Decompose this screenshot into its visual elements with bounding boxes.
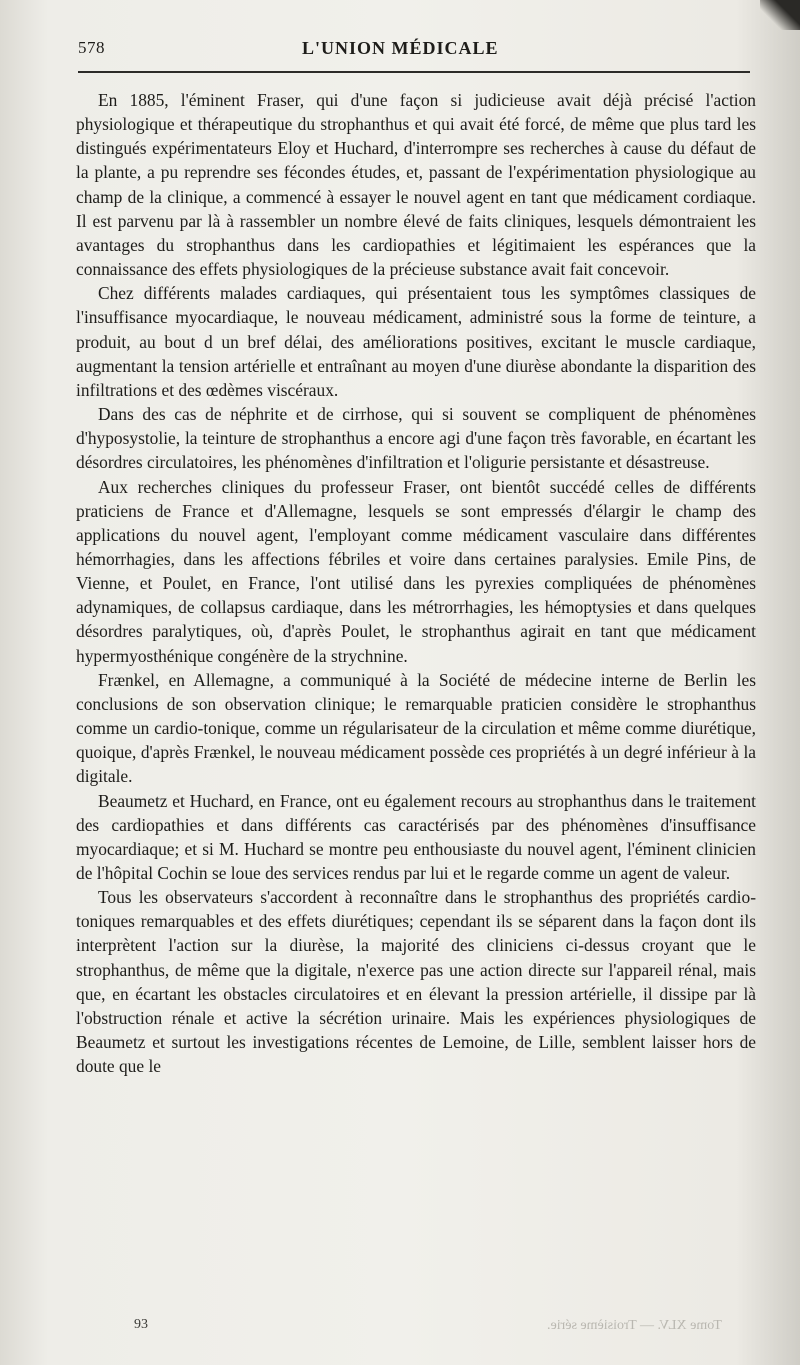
paragraph: Frænkel, en Allemagne, a communiqué à la Société de médecine interne de Berlin les conclusions de son observation clinique; le remarquable praticien considère le strophanthus comme un cardio-tonique, comme un régularisateur de la circulation et même comme diurétique, quoique, d'après Frænkel, le nouveau médicament possède ces propriétés à un degré inférieur à la digitale. xyxy=(76,669,756,787)
paragraph: Aux recherches cliniques du professeur Fraser, ont bientôt succédé celles de différents praticiens de France et d'Allemagne, lesquels se sont empressés d'élargir le champ des applications du nouvel agent, l'employant comme médicament vasculaire dans différentes hémorrhagies, dans les affections fébriles et voire dans certaines paralysies. Emile Pins, de Vienne, et Poulet, en France, l'ont utilisé dans les pyrexies compliquées de phénomènes adynamiques, de collapsus cardiaque, dans les métrorrhagies, les hémoptysies et dans quelques désordres paralytiques, où, d'après Poulet, le strophanthus agirait en tant que médicament hypermyosthénique congénère de la strychnine. xyxy=(76,476,756,666)
paragraph: Chez différents malades cardiaques, qui présentaient tous les symptômes classiques de l'insuffisance myocardiaque, le nouveau médicament, administré sous la forme de teinture, a produit, au bout d un bref délai, des améliorations positives, excitant le muscle cardiaque, augmentant la tension artérielle et entraînant au moyen d'une diurèse abondante la disparition des infiltrations et des œdèmes viscéraux. xyxy=(76,283,756,400)
page-number: 578 xyxy=(78,38,105,57)
signature-mark: 93 xyxy=(134,1317,148,1332)
paragraph: En 1885, l'éminent Fraser, qui d'une façon si judicieuse avait déjà précisé l'action physiologique et thérapeutique du strophanthus et qui avait été forcé, de même que plus tard les distingués expérimentateurs Eloy et Huchard, d'interrompre ses recherches à cause du défaut de la plante, a pu reprendre ses fécondes études, et, passant de l'expérimentation physiologique au champ de la clinique, a commencé à essayer le nouvel agent en tant que médicament cordiaque. Il est parvenu par là à rassembler un nombre élevé de faits cliniques, lesquels démontraient les avantages du strophanthus dans les cardiopathies et légitimaient les espérances que la connaissance des effets physiologiques de la précieuse substance avait fait concevoir. xyxy=(76,90,756,280)
body-text xyxy=(76,88,756,1078)
paragraph: Dans des cas de néphrite et de cirrhose, qui si souvent se compliquent de phénomènes d'hyposystolie, la teinture de strophanthus a encore agi d'une façon très favorable, en écartant les désordres circulatoires, les phénomènes d'infiltration et l'oligurie persistante et désastreuse. xyxy=(76,404,756,473)
bleed-through-text: Tome XLV. — Troisième série. xyxy=(547,1318,722,1333)
running-title: L'UNION MÉDICALE xyxy=(302,38,499,58)
page-header xyxy=(78,38,748,64)
paragraph: Tous les observateurs s'accordent à reconnaître dans le strophanthus des propriétés cardio-toniques remarquables et des effets diurétiques; cependant ils se séparent dans la façon dont ils interprètent l'action sur la diurèse, la majorité des cliniciens ci-dessus croyant que le strophanthus, de même que la digitale, n'exerce pas une action directe sur l'appareil rénal, mais que, en écartant les obstacles circulatoires et en élevant la pression artérielle, il dissipe par là l'obstruction rénale et active la sécrétion urinaire. Mais les expériences physiologiques de Beaumetz et surtout les investigations récentes de Lemoine, de Lille, semblent laisser hors de doute que le xyxy=(76,887,756,1077)
header-rule xyxy=(78,71,750,73)
paragraph: Beaumetz et Huchard, en France, ont eu également recours au strophanthus dans le traitement des cardiopathies et dans différents cas caractérisés par des phénomènes d'insuffisance myocardiaque; et si M. Huchard se montre peu enthousiaste du nouvel agent, l'éminent clinicien de l'hôpital Cochin se loue des services rendus par lui et le regarde comme un agent de valeur. xyxy=(76,790,756,883)
